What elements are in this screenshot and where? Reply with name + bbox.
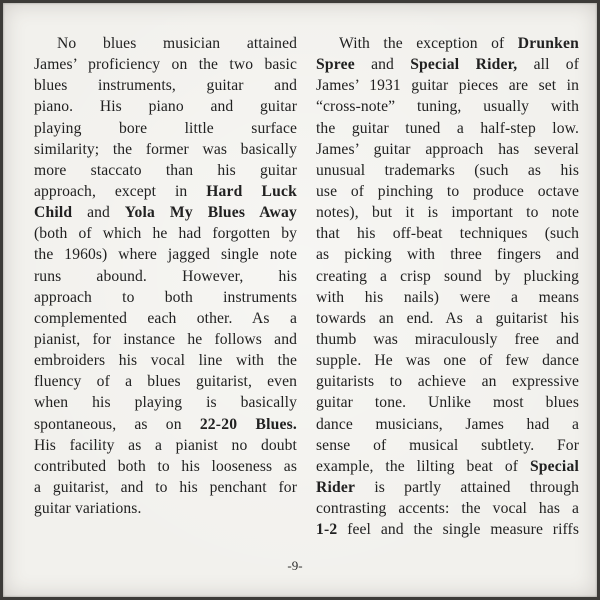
body-text: is partly attained through xyxy=(355,478,579,496)
text-line xyxy=(34,54,297,75)
text-line xyxy=(316,498,579,519)
text-line xyxy=(316,308,579,329)
song-title-bold-text: Child xyxy=(34,204,73,222)
body-text: James’ 1931 guitar pieces are set in xyxy=(316,77,579,95)
text-line xyxy=(34,287,297,308)
text-line xyxy=(316,435,579,456)
text-line xyxy=(316,202,579,223)
text-line xyxy=(34,33,297,54)
text-line xyxy=(34,477,297,498)
text-line xyxy=(34,266,297,287)
body-text: dance musicians, James had a xyxy=(316,415,579,433)
text-line xyxy=(316,477,579,498)
text-line xyxy=(34,498,297,519)
text-line xyxy=(34,329,297,350)
body-text: the guitar tuned a half-step low. xyxy=(316,119,579,137)
body-text: towards an end. As a guitarist his xyxy=(316,309,579,327)
text-line xyxy=(316,181,579,202)
page-number: -9- xyxy=(287,558,303,573)
body-text: approach to both instruments xyxy=(34,288,297,306)
body-text: contributed both to his looseness as xyxy=(34,457,297,475)
song-title-bold-text: Spree xyxy=(316,56,355,74)
text-line xyxy=(34,118,297,139)
body-text: fluency of a blues guitarist, even xyxy=(34,373,297,391)
body-text: when his playing is basically xyxy=(34,394,297,412)
text-line xyxy=(316,139,579,160)
song-title-bold-text: Drunken xyxy=(517,35,579,52)
text-line xyxy=(316,456,579,477)
body-text: guitar variations. xyxy=(34,500,142,518)
body-text: His facility as a pianist no doubt xyxy=(34,436,297,454)
text-line xyxy=(34,435,297,456)
text-line xyxy=(34,181,297,202)
text-line xyxy=(34,202,297,223)
text-line xyxy=(34,223,297,244)
body-text: similarity; the former was basically xyxy=(34,140,297,158)
body-text: a guitarist, and to his penchant for xyxy=(34,478,297,496)
song-title-bold-text: Special Rider, xyxy=(410,56,518,74)
text-line xyxy=(34,139,297,160)
body-text: James’ proficiency on the two basic xyxy=(34,56,297,74)
body-text: and xyxy=(72,204,125,222)
text-line xyxy=(316,160,579,181)
body-text: contrasting accents: the vocal has a xyxy=(316,500,579,518)
text-line xyxy=(316,118,579,139)
body-text: unusual trademarks (such as his xyxy=(316,161,579,179)
text-line xyxy=(34,414,297,435)
text-line xyxy=(316,392,579,413)
body-text: as picking with three fingers and xyxy=(316,246,579,264)
body-text: notes), but it is important to note xyxy=(316,204,579,222)
text-line xyxy=(34,456,297,477)
body-text: sense of musical subtlety. For xyxy=(316,436,579,454)
body-text: creating a crisp sound by plucking xyxy=(316,267,579,285)
body-text: use of pinching to produce octave xyxy=(316,182,579,200)
body-text: spontaneous, as on xyxy=(34,415,200,433)
body-text: thumb was miraculously free and xyxy=(316,330,579,348)
text-line xyxy=(316,33,579,54)
body-text: No blues musician attained xyxy=(57,35,297,52)
body-text: supple. He was one of few dance xyxy=(316,352,579,370)
body-text: approach, except in xyxy=(34,182,207,200)
body-text: more staccato than his guitar xyxy=(34,161,297,179)
text-columns xyxy=(34,33,579,540)
body-text: blues instruments, guitar and xyxy=(34,77,297,95)
body-text: all of xyxy=(517,56,580,74)
text-line xyxy=(316,96,579,117)
text-line xyxy=(316,244,579,265)
body-text: (both of which he had forgotten by xyxy=(34,225,297,243)
text-line xyxy=(34,96,297,117)
song-title-bold-text: 22-20 Blues. xyxy=(199,415,297,433)
song-title-bold-text: Hard Luck xyxy=(206,182,297,200)
song-title-bold-text: Rider xyxy=(316,478,356,496)
text-line xyxy=(316,54,579,75)
body-text: guitarists to achieve an expressive xyxy=(316,373,579,391)
body-text: the 1960s) where jagged single note xyxy=(34,246,297,264)
text-line xyxy=(34,308,297,329)
body-text: feel and the single measure riffs xyxy=(337,521,579,539)
body-text: piano. His piano and guitar xyxy=(34,98,297,116)
body-text: James’ guitar approach has several xyxy=(316,140,579,158)
body-text: complemented each other. As a xyxy=(34,309,297,327)
body-text: and xyxy=(354,56,411,74)
text-line xyxy=(316,414,579,435)
body-text: that his off-beat techniques (such xyxy=(316,225,579,243)
text-line xyxy=(316,223,579,244)
text-line xyxy=(316,75,579,96)
body-text: embroiders his vocal line with the xyxy=(34,352,297,370)
body-text: playing bore little surface xyxy=(34,119,297,137)
text-line xyxy=(34,350,297,371)
text-line xyxy=(34,392,297,413)
text-line xyxy=(316,371,579,392)
body-text: With the exception of xyxy=(339,35,518,52)
body-text: example, the lilting beat of xyxy=(316,457,530,475)
text-line xyxy=(316,287,579,308)
text-line xyxy=(316,519,579,540)
song-title-bold-text: 1-2 xyxy=(316,521,338,539)
text-column-right xyxy=(316,33,579,540)
text-line xyxy=(34,160,297,181)
song-title-bold-text: Yola My Blues Away xyxy=(124,204,297,222)
text-line xyxy=(316,350,579,371)
text-line xyxy=(316,329,579,350)
song-title-bold-text: Special xyxy=(529,457,579,475)
body-text: “cross-note” tuning, usually with xyxy=(316,98,579,116)
text-line xyxy=(34,75,297,96)
body-text: runs abound. However, his xyxy=(34,267,297,285)
text-line xyxy=(34,244,297,265)
body-text: guitar tone. Unlike most blues xyxy=(316,394,579,412)
text-line xyxy=(34,371,297,392)
text-line xyxy=(316,266,579,287)
body-text: with his nails) were a means xyxy=(316,288,579,306)
text-column-left xyxy=(34,33,297,540)
body-text: pianist, for instance he follows and xyxy=(34,330,297,348)
